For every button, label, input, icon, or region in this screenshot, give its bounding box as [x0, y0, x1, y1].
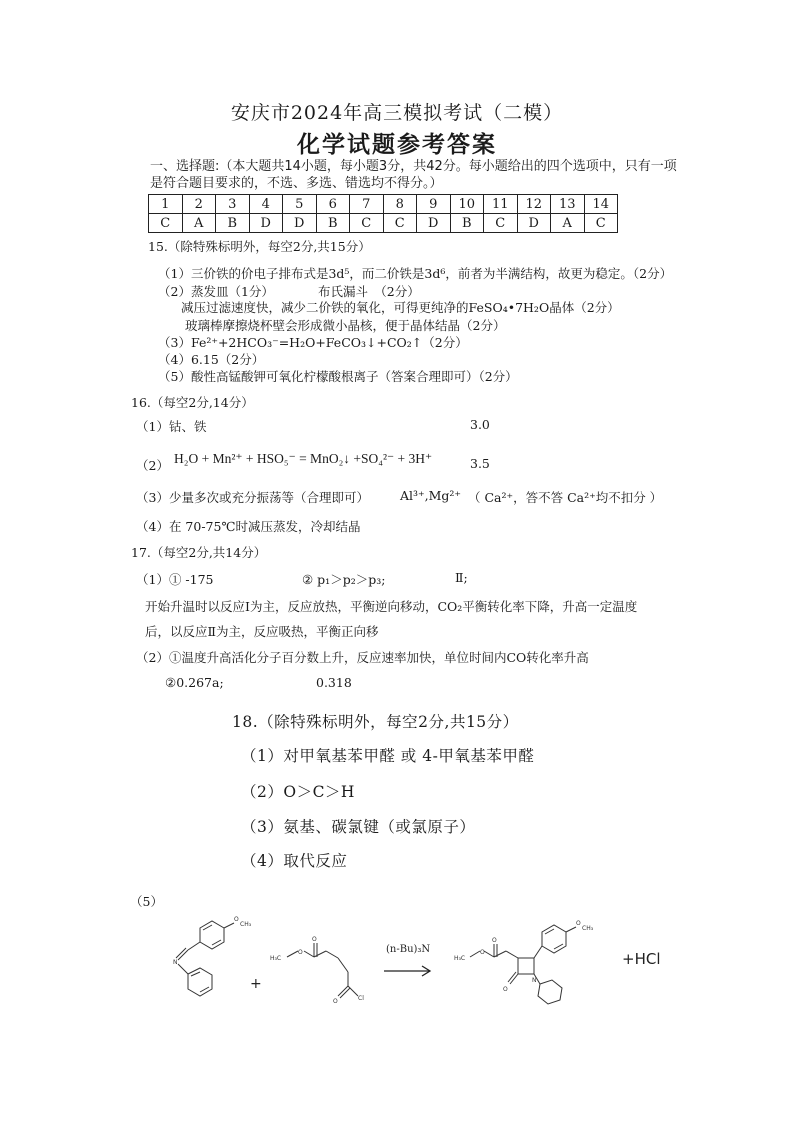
hcl-byproduct: +HCl [622, 950, 661, 968]
section1-header: 一、选择题:（本大题共14小题，每小题3分，共42分。每小题给出的四个选项中，只有一项是符合题目要求的，不选、多选、错选均不得分。） [150, 159, 677, 191]
q16-line4: （4）在 70-75℃时减压蒸发，冷却结晶 [136, 519, 361, 534]
answer-cell: D [417, 214, 451, 233]
answer-cell: B [216, 214, 250, 233]
q18-line3: （3）氨基、碳氯键（或氯原子） [241, 818, 476, 836]
question-number-cell: 2 [182, 195, 216, 214]
beta-lactam-product [470, 925, 576, 1004]
question-number-cell: 3 [216, 195, 250, 214]
product-h3c-label: H₃C [454, 955, 466, 962]
reaction-arrow [384, 966, 430, 976]
answer-key-title: 化学试题参考答案 [297, 132, 497, 158]
question-number-cell: 14 [584, 195, 618, 214]
q15-line2a: （2）蒸发皿（1分） [158, 284, 274, 299]
q17-header: 17.（每空2分,共14分） [131, 545, 267, 560]
question-number-cell: 8 [383, 195, 417, 214]
lactam-o-label: O [503, 986, 508, 993]
q18-header: 18.（除特殊标明外，每空2分,共15分） [232, 713, 519, 731]
product-ch3-label: CH₃ [582, 925, 594, 932]
q18-line4: （4）取代反应 [241, 852, 348, 870]
q17-line3: 后，以反应Ⅱ为主，反应吸热，平衡正向移 [145, 624, 379, 639]
answer-cell: C [383, 214, 417, 233]
mc-answer-table [148, 194, 618, 233]
question-number-cell: 6 [316, 195, 350, 214]
question-number-cell: 5 [283, 195, 317, 214]
ester-carbonyl-o: O [312, 936, 317, 943]
q16-line3c: （ Ca²⁺，答不答 Ca²⁺均不扣分 ） [468, 490, 663, 505]
exam-title: 安庆市2024年高三模拟考试（二模） [230, 102, 564, 124]
answer-cell: C [149, 214, 183, 233]
q17-line5a: ②0.267a; [165, 675, 224, 690]
product-ester-o: O [480, 949, 485, 956]
q15-header: 15.（除特殊标明外，每空2分,共15分） [148, 239, 371, 254]
q16-equation: H₂O + Mn²⁺ + HSO₅⁻ = MnO₂↓ +SO₄²⁻ + 3H⁺ [174, 451, 433, 466]
q18-line2: （2）O＞C＞H [241, 783, 355, 801]
q18-line5: （5） [130, 894, 163, 909]
n-phenyl-ring [538, 980, 562, 1004]
question-number-cell: 11 [484, 195, 518, 214]
lactam-ring [518, 958, 534, 974]
product-carbonyl-o: O [492, 937, 497, 944]
answer-cell: C [584, 214, 618, 233]
imine-n-label: N [173, 959, 178, 966]
q15-line2b: 布氏漏斗 （2分） [318, 284, 420, 299]
q16-line1b: 3.0 [470, 417, 490, 432]
q16-line3b: Al³⁺,Mg²⁺ [400, 488, 462, 503]
question-number-cell: 10 [450, 195, 484, 214]
answer-cell: C [350, 214, 384, 233]
q17-line2: 开始升温时以反应Ⅰ为主，反应放热，平衡逆向移动，CO₂平衡转化率下降，升高一定温度 [145, 599, 638, 614]
question-number-cell: 13 [551, 195, 585, 214]
q16-header: 16.（每空2分,14分） [131, 395, 254, 410]
q17-line4: （2）①温度升高活化分子百分数上升，反应速率加快，单位时间内CO转化率升高 [136, 650, 589, 665]
answer-cell: A [551, 214, 585, 233]
q15-line7: （5）酸性高锰酸钾可氧化柠檬酸根离子（答案合理即可）（2分） [158, 369, 518, 384]
ester-o-label: O [298, 949, 303, 956]
q17-line1c: Ⅱ; [455, 570, 468, 585]
q15-line6: （4）6.15（2分） [158, 352, 265, 367]
imine-reactant [176, 921, 234, 996]
q15-line4: 玻璃棒摩擦烧杯壁会形成微小晶核，便于晶体结晶（2分） [185, 318, 506, 333]
plus-sign: + [250, 976, 262, 992]
question-number-row [149, 195, 618, 214]
answer-cell: D [517, 214, 551, 233]
question-number-cell: 4 [249, 195, 283, 214]
q17-line1b: ② p₁＞p₂＞p₃; [302, 572, 386, 587]
reagent-label: (n-Bu)₃N [386, 944, 431, 955]
question-number-cell: 7 [350, 195, 384, 214]
answer-cell: D [283, 214, 317, 233]
question-number-cell: 12 [517, 195, 551, 214]
acyl-o-label: O [333, 998, 338, 1005]
ester-h3c-label: H₃C [270, 955, 282, 962]
answer-cell: A [182, 214, 216, 233]
q16-line2-label: （2） [136, 458, 169, 473]
question-number-cell: 1 [149, 195, 183, 214]
q16-line1a: （1）钴、铁 [136, 419, 207, 434]
acyl-cl-label: Cl [358, 995, 364, 1002]
q18-line1: （1）对甲氧基苯甲醛 或 4-甲氧基苯甲醛 [241, 747, 535, 765]
q17-line1a: （1）① -175 [136, 572, 214, 587]
q17-line5b: 0.318 [316, 675, 352, 690]
answer-cell: B [450, 214, 484, 233]
q16-line2b: 3.5 [470, 456, 490, 471]
question-number-cell: 9 [417, 195, 451, 214]
q15-line5: （3）Fe²⁺+2HCO₃⁻=H₂O+FeCO₃↓+CO₂↑（2分） [158, 335, 468, 350]
reaction-scheme [122, 900, 682, 1030]
answer-cell: C [484, 214, 518, 233]
product-o-label: O [576, 920, 581, 927]
imine-ch3-label: CH₃ [240, 921, 252, 928]
answer-row [149, 214, 618, 233]
answer-cell: B [316, 214, 350, 233]
q15-line3: 减压过滤速度快，减少二价铁的氧化，可得更纯净的FeSO₄•7H₂O晶体（2分） [181, 300, 620, 315]
q16-line3a: （3）少量多次或充分振荡等（合理即可） [136, 490, 369, 505]
q15-line1: （1）三价铁的价电子排布式是3d⁵，而二价铁是3d⁶，前者为半满结构，故更为稳定。（2分） [158, 266, 673, 281]
imine-o-label: O [234, 916, 239, 923]
answer-cell: D [249, 214, 283, 233]
lactam-n-label: N [532, 977, 537, 984]
